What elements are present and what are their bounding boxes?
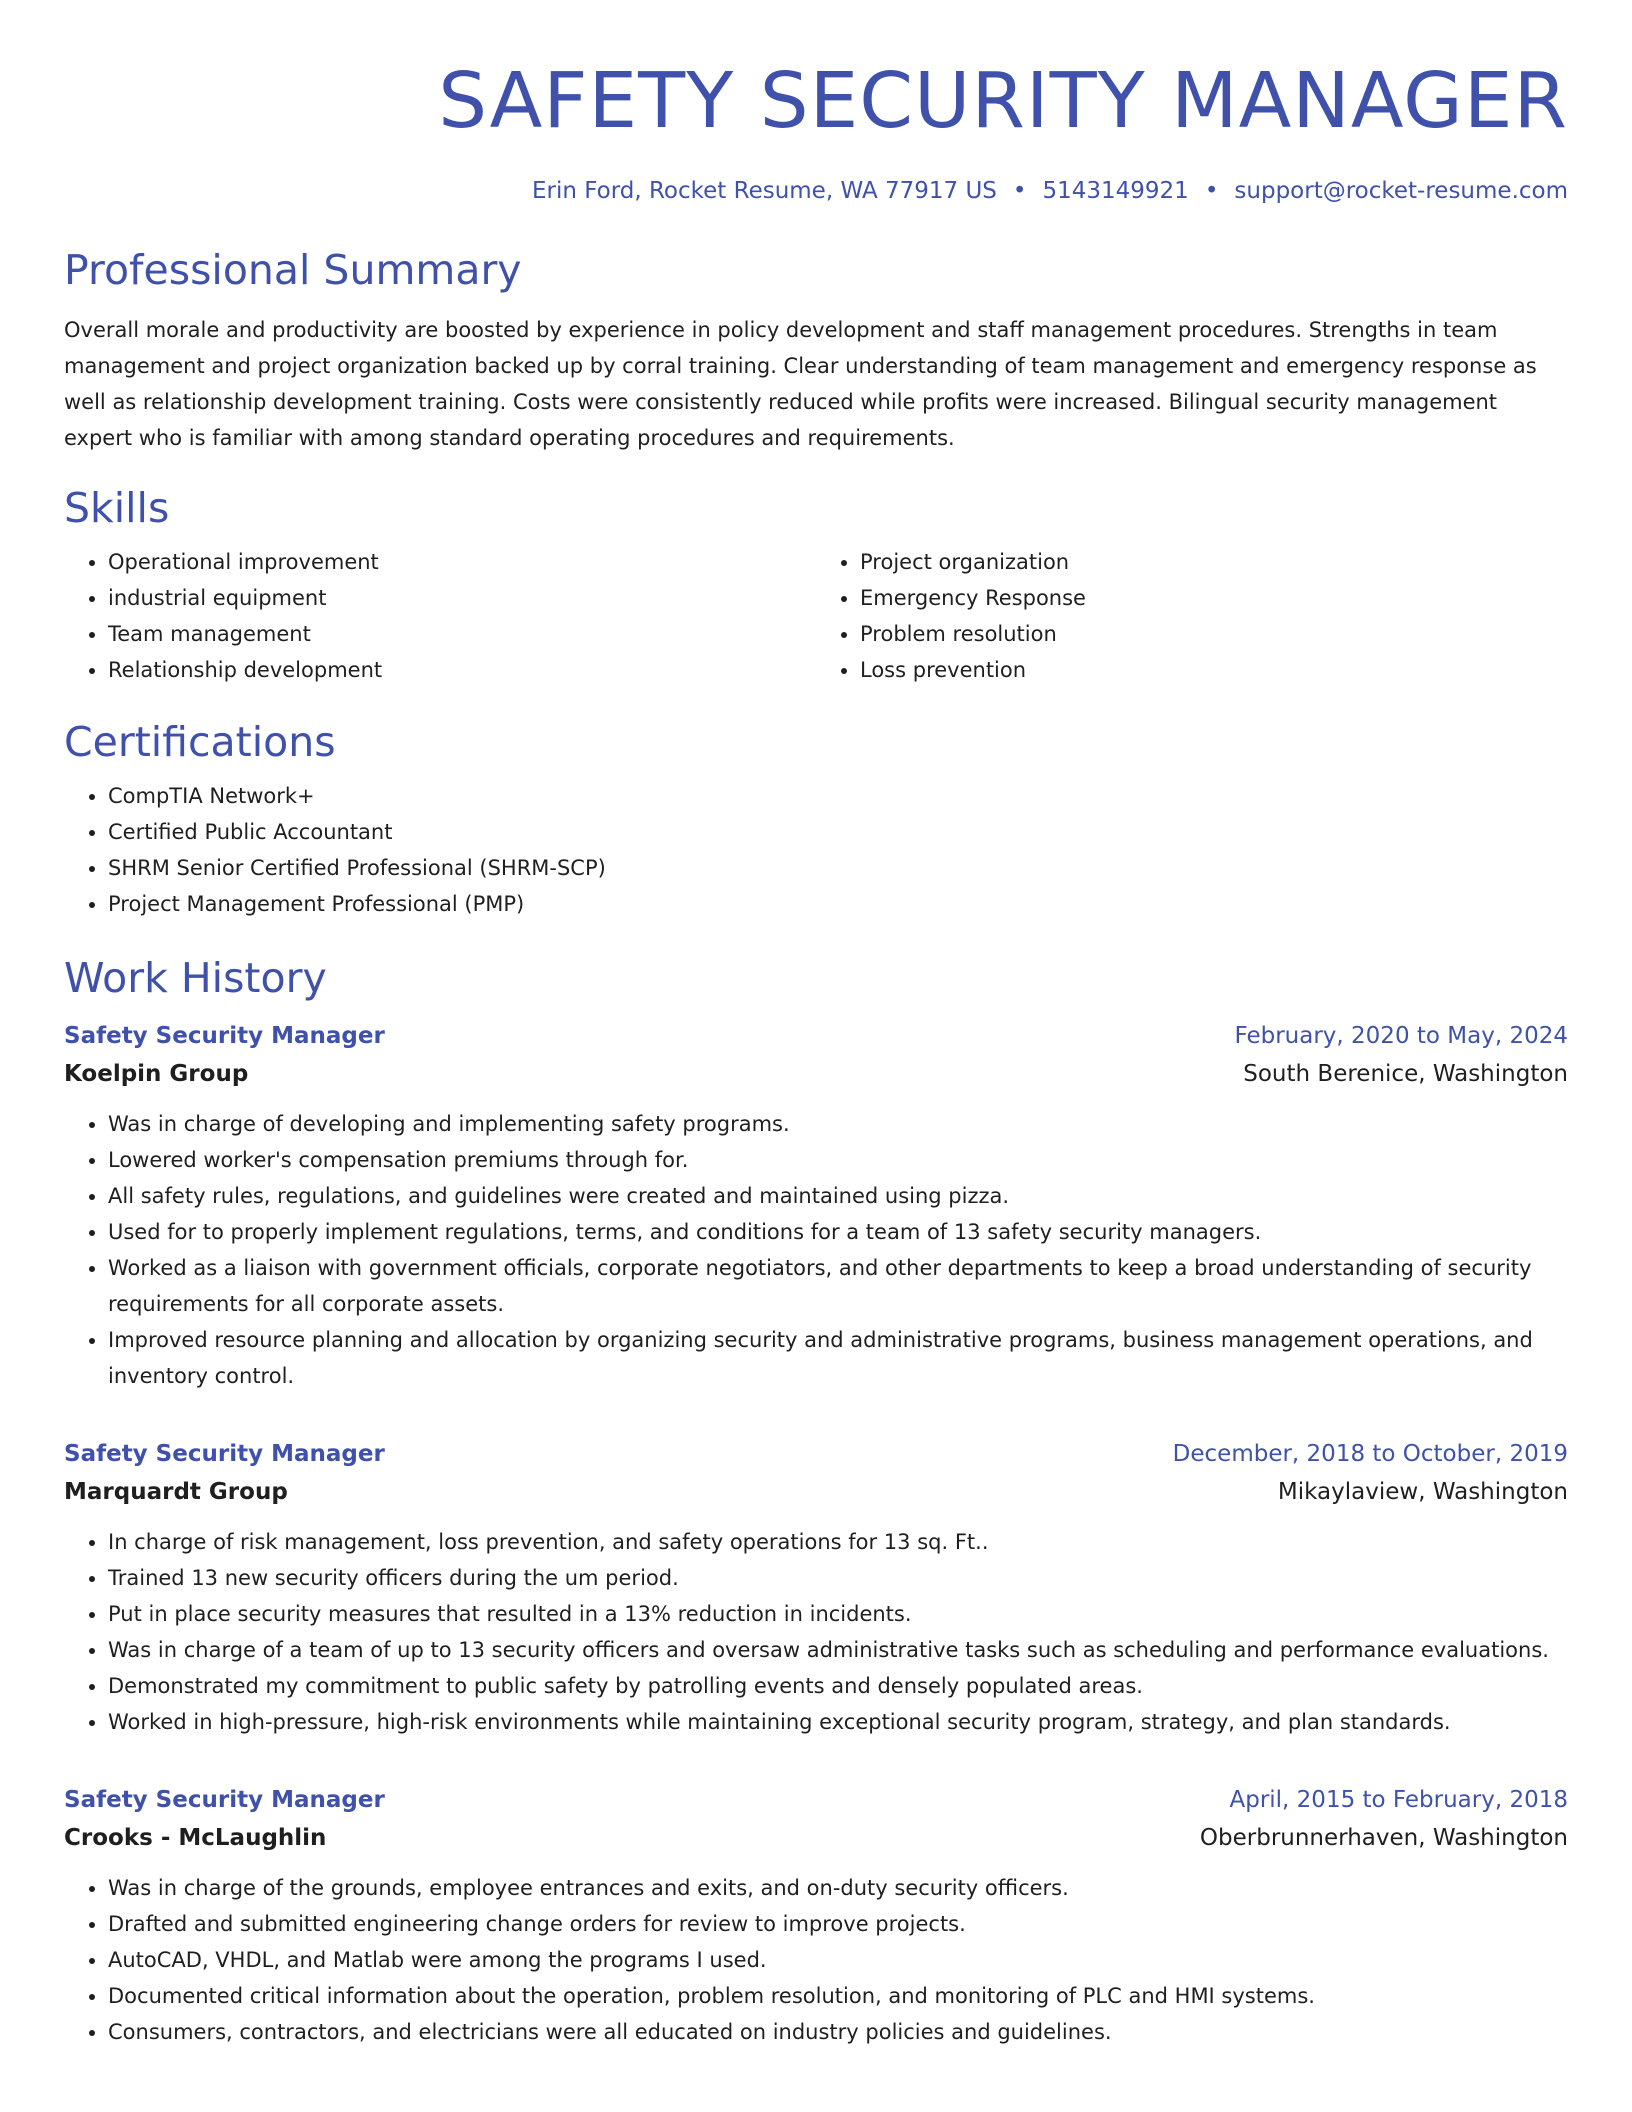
work-history-heading: Work History — [64, 954, 327, 1002]
job-bullet: • All safety rules, regulations, and guidelines were created and maintained using pizza. — [108, 1178, 1568, 1214]
job-bullet: • Demonstrated my commitment to public safety by patrolling events and densely populated areas. — [108, 1668, 1568, 1704]
summary-heading: Professional Summary — [64, 246, 522, 294]
skill-item: • Project organization — [860, 544, 1568, 580]
page-title: SAFETY SECURITY MANAGER — [438, 57, 1568, 146]
skills-list-left — [64, 544, 816, 688]
job-bullet: • Was in charge of developing and implementing safety programs. — [108, 1106, 1568, 1142]
job-bullet: • Documented critical information about the operation, problem resolution, and monitoring of PLC and HMI systems. — [108, 1978, 1568, 2014]
contact-email: support@rocket-resume.com — [1234, 178, 1568, 204]
job-location: Oberbrunnerhaven, Washington — [1199, 1825, 1568, 1851]
job-bullet: • Consumers, contractors, and electricians were all educated on industry policies and guidelines. — [108, 2014, 1568, 2050]
contact-line — [64, 176, 1568, 206]
job-bullet: • Trained 13 new security officers during the um period. — [108, 1560, 1568, 1596]
job-dates: April, 2015 to February, 2018 — [1229, 1787, 1568, 1813]
job-bullet: • In charge of risk management, loss prevention, and safety operations for 13 sq. Ft.. — [108, 1524, 1568, 1560]
job-bullet: • Was in charge of a team of up to 13 security officers and oversaw administrative tasks such as scheduling and performance evaluations. — [108, 1632, 1568, 1668]
contact-separator: • — [1012, 178, 1027, 204]
certification-item: • Certified Public Accountant — [108, 814, 1568, 850]
skills-heading: Skills — [64, 484, 170, 532]
job-company: Marquardt Group — [64, 1479, 288, 1505]
job-bullets — [64, 1524, 1568, 1740]
contact-separator: • — [1204, 178, 1219, 204]
job-bullet: • AutoCAD, VHDL, and Matlab were among the programs I used. — [108, 1942, 1568, 1978]
job-entry — [64, 1436, 1568, 1740]
certifications-heading: Certifications — [64, 718, 336, 766]
job-bullet: • Was in charge of the grounds, employee entrances and exits, and on-duty security officers. — [108, 1870, 1568, 1906]
skill-item: • industrial equipment — [108, 580, 816, 616]
job-bullets — [64, 1106, 1568, 1394]
contact-address: Erin Ford, Rocket Resume, WA 77917 US — [531, 178, 997, 204]
job-bullet: • Worked as a liaison with government officials, corporate negotiators, and other departments to keep a broad understanding of security requirements for all corporate assets. — [108, 1250, 1568, 1322]
job-title: Safety Security Manager — [64, 1787, 385, 1813]
resume-header — [64, 0, 1568, 206]
job-bullet: • Improved resource planning and allocation by organizing security and administrative programs, business management operations, and inventory control. — [108, 1322, 1568, 1394]
job-bullet: • Lowered worker's compensation premiums through for. — [108, 1142, 1568, 1178]
skill-item: • Loss prevention — [860, 652, 1568, 688]
job-bullet: • Worked in high-pressure, high-risk environments while maintaining exceptional security program, strategy, and plan standards. — [108, 1704, 1568, 1740]
skills-list-right — [816, 544, 1568, 688]
job-dates: December, 2018 to October, 2019 — [1172, 1441, 1568, 1467]
certifications-list — [64, 778, 1568, 922]
skill-item: • Emergency Response — [860, 580, 1568, 616]
job-dates: February, 2020 to May, 2024 — [1234, 1023, 1568, 1049]
job-entry — [64, 1018, 1568, 1394]
summary-text: Overall morale and productivity are boosted by experience in policy development and staff management procedures. Strengths in team management and project organization backed up by corral training. Clear understanding of team management and emergency response as well as relationship development training. Costs were consistently reduced while profits were increased. Bilingual security management expert who is familiar with among standard operating procedures and requirements. — [64, 318, 1537, 450]
job-title: Safety Security Manager — [64, 1441, 385, 1467]
skills-grid — [64, 544, 1568, 688]
job-location: Mikaylaview, Washington — [1277, 1479, 1568, 1505]
job-title: Safety Security Manager — [64, 1023, 385, 1049]
job-company: Koelpin Group — [64, 1061, 249, 1087]
job-bullets — [64, 1870, 1568, 2050]
certification-item: • CompTIA Network+ — [108, 778, 1568, 814]
job-entry — [64, 1782, 1568, 2050]
skill-item: • Problem resolution — [860, 616, 1568, 652]
job-location: South Berenice, Washington — [1243, 1061, 1568, 1087]
certification-item: • SHRM Senior Certified Professional (SHRM-SCP) — [108, 850, 1568, 886]
job-bullet: • Used for to properly implement regulations, terms, and conditions for a team of 13 safety security managers. — [108, 1214, 1568, 1250]
skill-item: • Operational improvement — [108, 544, 816, 580]
contact-phone: 5143149921 — [1042, 178, 1189, 204]
skill-item: • Relationship development — [108, 652, 816, 688]
job-bullet: • Put in place security measures that resulted in a 13% reduction in incidents. — [108, 1596, 1568, 1632]
job-company: Crooks - McLaughlin — [64, 1825, 327, 1851]
skill-item: • Team management — [108, 616, 816, 652]
job-bullet: • Drafted and submitted engineering change orders for review to improve projects. — [108, 1906, 1568, 1942]
certification-item: • Project Management Professional (PMP) — [108, 886, 1568, 922]
